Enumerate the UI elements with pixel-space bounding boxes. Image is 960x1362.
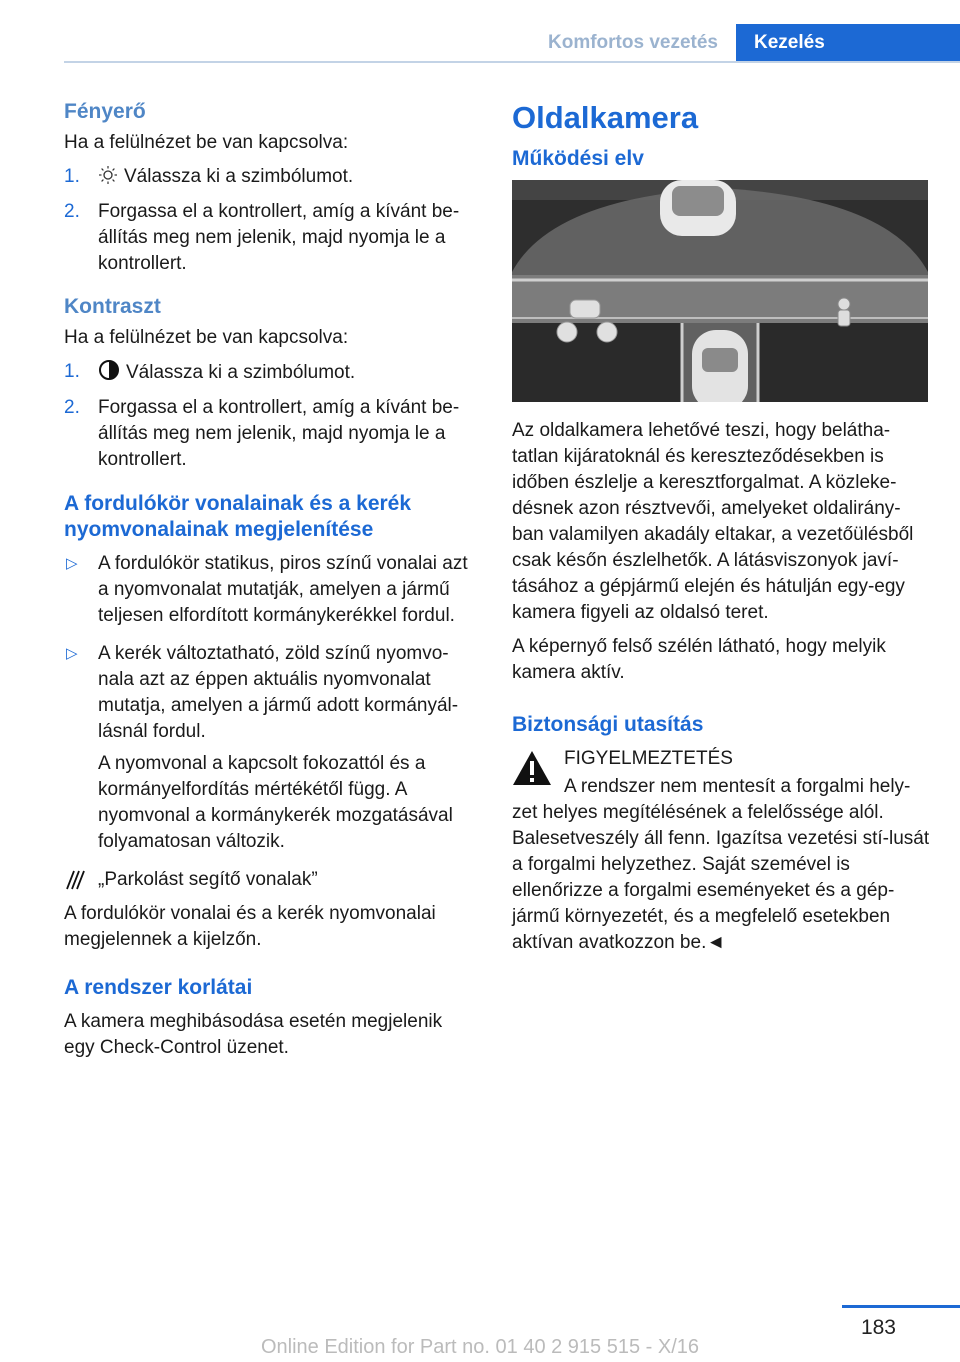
brightness-intro: Ha a felülnézet be van kapcsolva:: [64, 132, 349, 153]
list-item: [64, 395, 476, 473]
principle-heading: Működési elv: [512, 147, 644, 170]
warning-text: A rendszer nem mentesít a forgalmi hely-zet helyes megítélésének a felelőssége alól. Balesetveszély áll fenn. Igazítsa vezetési stí-lusát a forgalmi helyzethez. Saját szemével is ellenőrizze a forgalmi eseményeket és a gép-jármű környezetét, és a megfelelő esetekben aktívan avatkozzon be.◄: [512, 776, 930, 953]
menu-item-text: „Parkolást segítő vonalak”: [98, 869, 318, 890]
side-camera-title: Oldalkamera: [512, 100, 699, 135]
list-item: [64, 641, 476, 855]
step-text: Forgassa el a kontrollert, amíg a kívánt be-állítás meg nem jelenik, majd nyomja le a kontrollert.: [98, 397, 460, 470]
page-number: 183: [860, 1316, 896, 1339]
warning-label: FIGYELMEZTETÉS: [564, 748, 733, 769]
contrast-steps: [64, 359, 476, 473]
parking-lines-icon: [64, 869, 86, 899]
triangle-bullet-icon: ▷: [66, 555, 78, 572]
list-item: [64, 359, 476, 389]
edition-line: Online Edition for Part no. 01 40 2 915 515 - X/16: [260, 1336, 700, 1358]
warning-triangle-icon: [512, 750, 552, 794]
limits-heading: A rendszer korlátai: [64, 976, 253, 999]
step-number: 1.: [64, 361, 80, 382]
brightness-icon: [98, 165, 118, 193]
limits-text: A kamera meghibásodása esetén megjelenik egy Check-Control üzenet.: [64, 1011, 443, 1058]
list-item: [64, 199, 476, 277]
contrast-intro: Ha a felülnézet be van kapcsolva:: [64, 327, 349, 348]
side-camera-illustration: [512, 180, 928, 402]
header-chapter-tab: Kezelés: [736, 24, 960, 62]
menu-item-line: [64, 867, 476, 893]
page-header: [0, 24, 960, 62]
contrast-heading: Kontraszt: [64, 295, 161, 318]
triangle-bullet-icon: ▷: [66, 645, 78, 662]
header-divider: [64, 61, 960, 63]
right-column: [512, 100, 932, 964]
left-column: [64, 100, 476, 1069]
contrast-icon: [98, 359, 120, 389]
safety-heading: Biztonsági utasítás: [512, 713, 704, 736]
warning-block: [512, 746, 932, 772]
brightness-heading: Fényerő: [64, 100, 146, 123]
list-item: [64, 551, 476, 629]
footer-accent-line: [842, 1305, 960, 1308]
turning-after-text: A fordulókör vonalai és a kerék nyomvonalai megjelennek a kijelzőn.: [64, 903, 436, 950]
header-section-title: Komfortos vezetés: [548, 32, 718, 53]
brightness-steps: [64, 164, 476, 277]
side-camera-para2: A képernyő felső szélén látható, hogy melyik kamera aktív.: [512, 636, 886, 683]
bullet-text: A kerék változtatható, zöld színű nyomvo-nala azt az éppen aktuális nyomvonalat mutatja, amelyen a jármű adott kormányál-lásnál fordul.: [98, 643, 459, 742]
turning-lines-heading: A fordulókör vonalainak és a kerék nyomvonalainak megjelenítése: [64, 492, 412, 541]
step-number: 1.: [64, 166, 80, 187]
step-number: 2.: [64, 397, 80, 418]
step-number: 2.: [64, 201, 80, 222]
step-text: Válassza ki a szimbólumot.: [126, 362, 356, 383]
turning-bullets: [64, 551, 476, 855]
side-camera-para1: Az oldalkamera lehetővé teszi, hogy belátha-tatlan kijáratoknál és kereszteződésekben is időben észlelje a keresztforgalmat. A közleke-désnek azon résztvevői, amelyeket oldalirány-ban valamilyen akadály eltakar, a vezetőülésből csak későn észlelhetők. A látásviszonyok javí-tásához a gépjármű elején és hátulján egy-egy kamera figyeli az oldalsó teret.: [512, 420, 914, 623]
bullet-text: A fordulókör statikus, piros színű vonalai azt a nyomvonalat mutatják, amelyen a jármű teljesen elfordított kormánykerékkel fordul.: [98, 553, 468, 626]
bullet-extra-text: A nyomvonal a kapcsolt fokozattól és a kormányelfordítás mértékétől függ. A nyomvonal a kormánykerék mozgatásával folyamatosan változik.: [98, 753, 453, 852]
step-text: Forgassa el a kontrollert, amíg a kívánt be-állítás meg nem jelenik, majd nyomja le a kontrollert.: [98, 201, 460, 274]
list-item: [64, 164, 476, 193]
step-text: Válassza ki a szimbólumot.: [124, 166, 354, 187]
